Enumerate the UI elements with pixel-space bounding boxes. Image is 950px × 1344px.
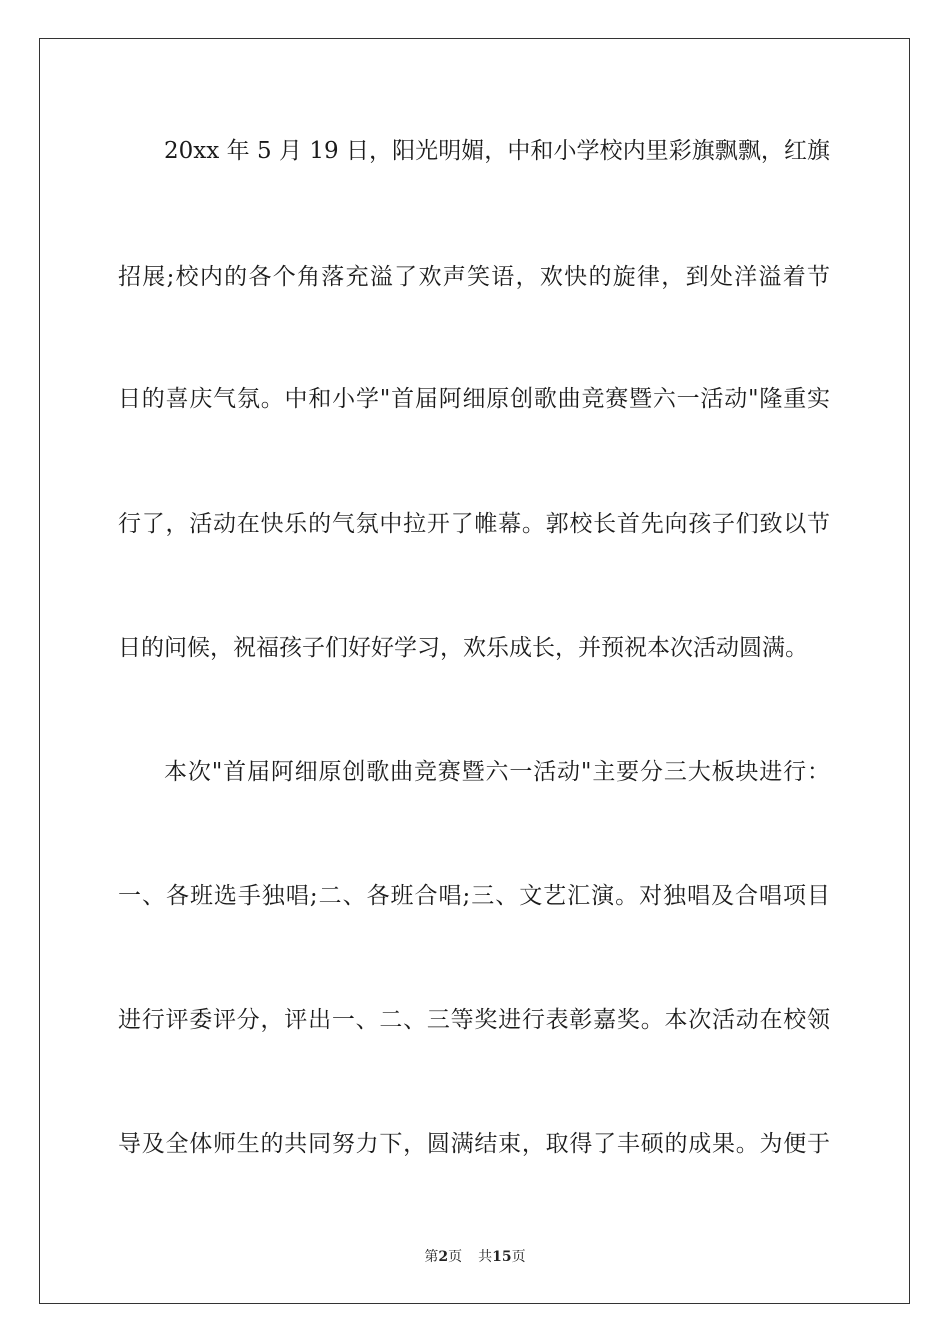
page-suffix: 页 — [448, 1249, 463, 1265]
paragraph-line: 一、各班选手独唱;二、各班合唱;三、文艺汇演。对独唱及合唱项目 — [118, 883, 830, 909]
paragraph-line: 行了，活动在快乐的气氛中拉开了帷幕。郭校长首先向孩子们致以节 — [118, 511, 830, 537]
paragraph-line: 招展;校内的各个角落充溢了欢声笑语，欢快的旋律，到处洋溢着节 — [118, 264, 830, 290]
page-number: 2 — [438, 1249, 449, 1265]
total-pages: 15 — [492, 1249, 512, 1265]
total-prefix: 共 — [478, 1249, 493, 1265]
page-prefix: 第 — [424, 1249, 439, 1265]
paragraph-line: 本次"首届阿细原创歌曲竞赛暨六一活动"主要分三大板块进行： — [164, 759, 830, 785]
total-suffix: 页 — [511, 1249, 526, 1265]
page-border — [39, 38, 910, 1304]
paragraph-line: 日的喜庆气氛。中和小学"首届阿细原创歌曲竞赛暨六一活动"隆重实 — [118, 386, 830, 412]
paragraph-line: 导及全体师生的共同努力下，圆满结束，取得了丰硕的成果。为便于 — [118, 1131, 830, 1157]
paragraph-line: 进行评委评分，评出一、二、三等奖进行表彰嘉奖。本次活动在校领 — [118, 1007, 830, 1033]
page-footer — [0, 1248, 950, 1266]
paragraph-line: 日的问候，祝福孩子们好好学习，欢乐成长，并预祝本次活动圆满。 — [118, 635, 808, 661]
paragraph-line: 20xx 年 5 月 19 日，阳光明媚，中和小学校内里彩旗飘飘，红旗 — [164, 138, 830, 164]
